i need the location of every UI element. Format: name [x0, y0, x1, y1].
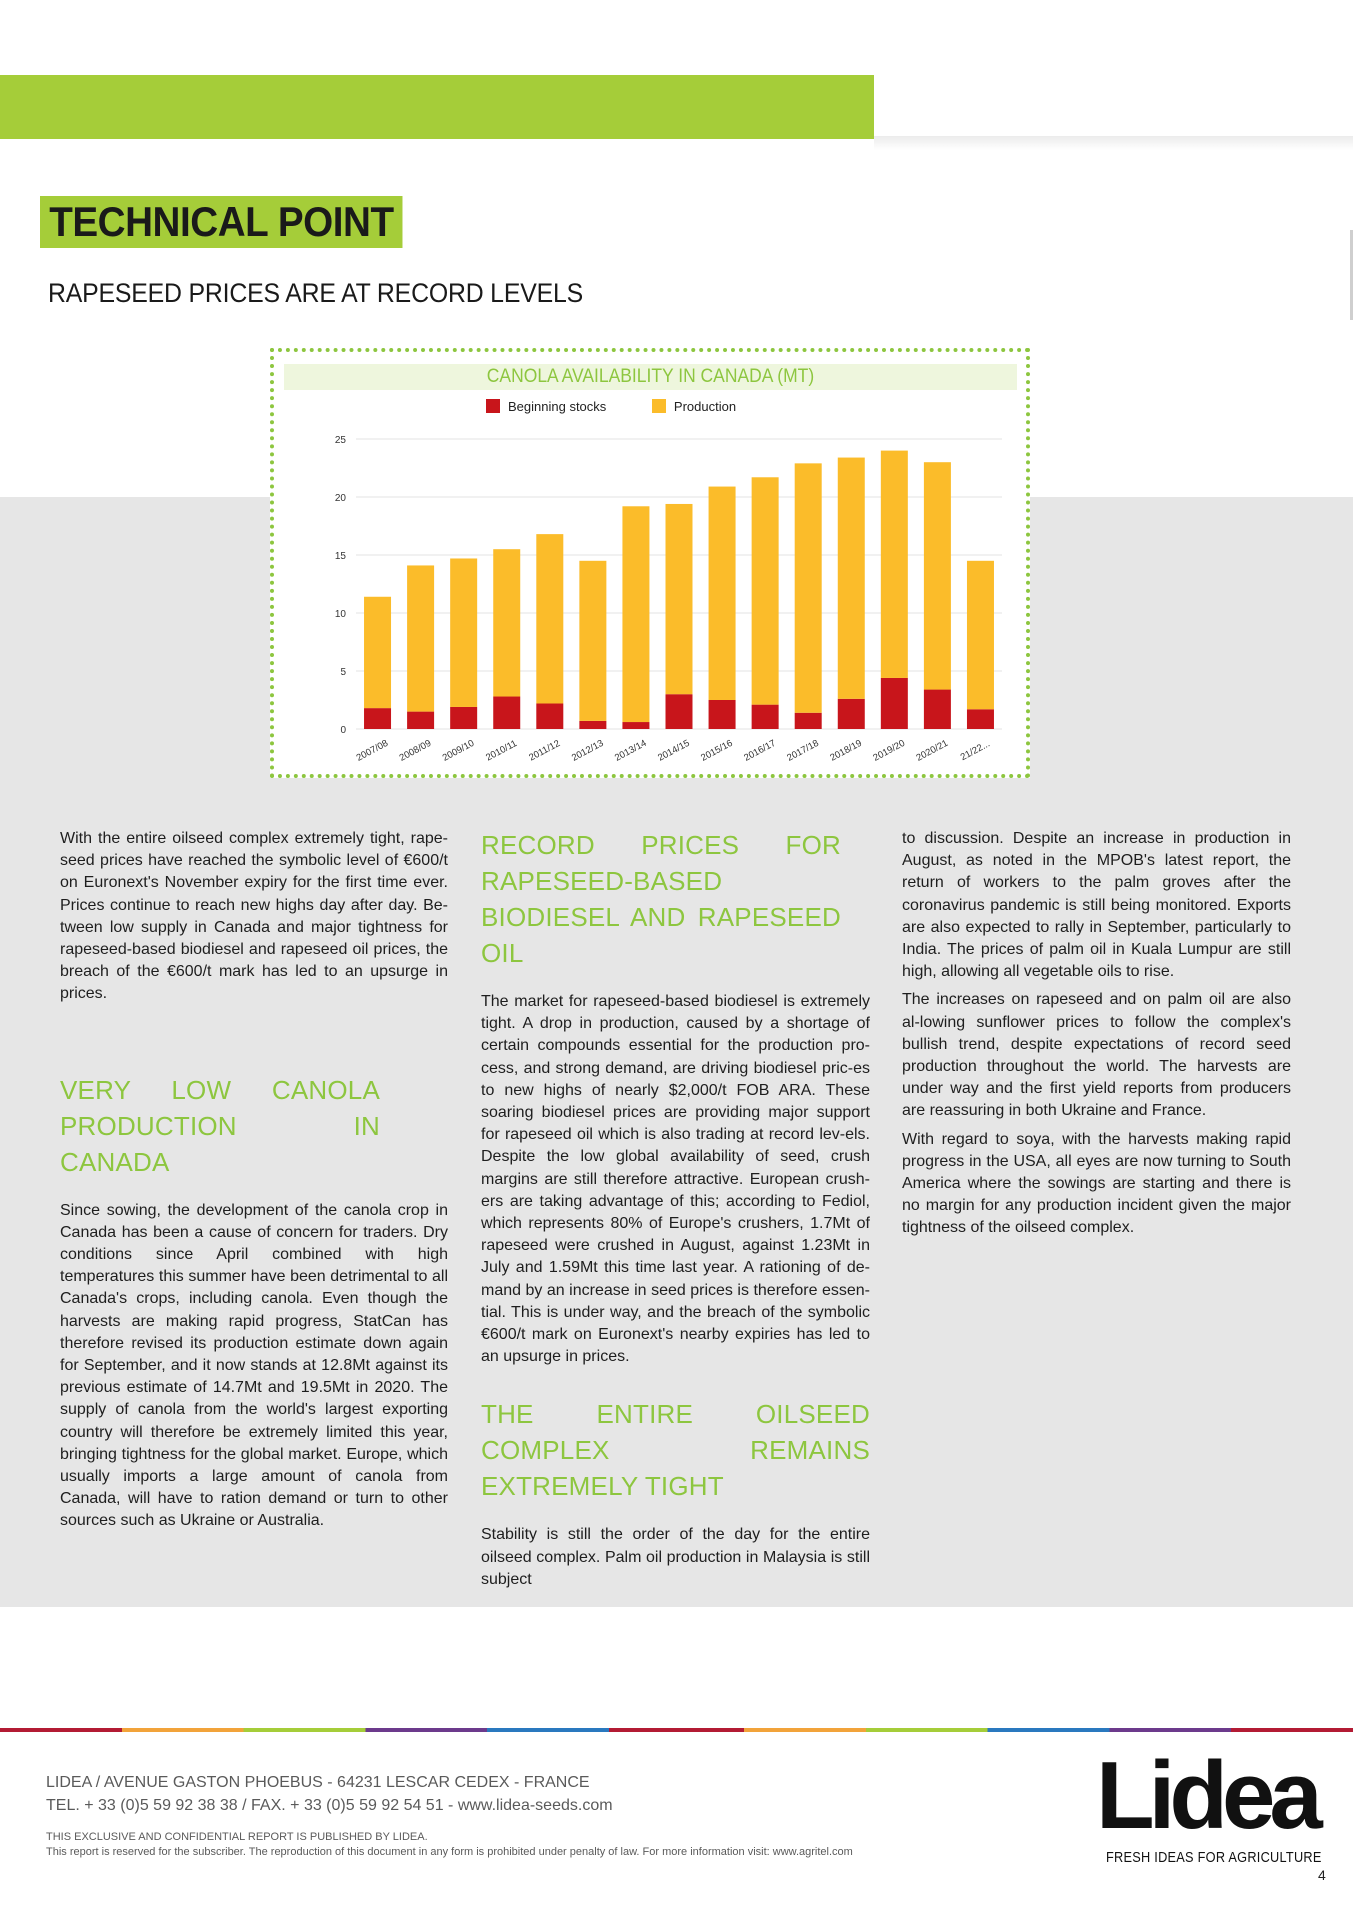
- page-number: 4: [1318, 1867, 1326, 1883]
- legal-line: This report is reserved for the subscriber. The reproduction of this document in any form is prohibited under penalty of law. For more information visit: www.agritel.com: [46, 1846, 853, 1858]
- bar-production: [795, 463, 822, 712]
- bar-production: [364, 597, 391, 708]
- header-green-bar: [0, 75, 874, 139]
- bar-beginning-stocks: [450, 707, 477, 729]
- bar-beginning-stocks: [967, 709, 994, 729]
- bar-production: [450, 558, 477, 706]
- bar-beginning-stocks: [407, 712, 434, 729]
- y-tick-label: 5: [340, 667, 346, 678]
- x-tick-label: 2015/16: [699, 737, 735, 764]
- bar-beginning-stocks: [752, 705, 779, 729]
- section-heading: RECORD PRICES FOR RAPESEED-BASED BIODIESEL AND RAPESEED OIL: [481, 830, 841, 968]
- chart-frame: [270, 348, 1030, 778]
- x-tick-label: 2010/11: [484, 738, 519, 764]
- body-paragraph: The market for rapeseed-based biodiesel is extremely tight. A drop in production, caused by a shortage of certain compounds essential for the production pro-cess, and strong demand, are driving biodiesel pric-es to new highs of nearly $2,000/t FOB ARA. These soaring biodiesel prices are providing major support for rapeseed oil which is also trading at record lev-els. Despite the low global availability of seed, crush margins are still therefore attractive. European crush-ers are taking advantage of this; according to Fediol, which represents 80% of Europe's crushers, 1.7Mt of rapeseed were crushed in August, against 1.23Mt in July and 1.59Mt this time last year. A rationing of de-mand by an increase in seed prices is therefore essen-tial. This is under way, and the breach of the symbolic €600/t mark on Euronext's nearby expiries has led to an upsurge in prices.: [481, 993, 870, 1366]
- bar-beginning-stocks: [924, 690, 951, 729]
- header-shadow: [874, 136, 1353, 150]
- section-tag: TECHNICAL POINT: [40, 196, 403, 248]
- bar-production: [881, 451, 908, 678]
- contact-line: TEL. + 33 (0)5 59 92 38 38 / FAX. + 33 (0)5 59 92 54 51 - www.lidea-seeds.com: [46, 1797, 613, 1814]
- footer-address: [46, 1771, 613, 1817]
- y-tick-label: 20: [334, 493, 346, 504]
- footer-legal: [46, 1830, 853, 1860]
- bar-beginning-stocks: [622, 722, 649, 729]
- address-line: LIDEA / AVENUE GASTON PHOEBUS - 64231 LESCAR CEDEX - FRANCE: [46, 1774, 590, 1791]
- body-paragraph: With regard to soya, with the harvests making rapid progress in the USA, all eyes are now turning to South America where the sowings are starting and there is no margin for any production incident given the major tightness of the oilseed complex.: [902, 1130, 1291, 1237]
- bar-production: [536, 534, 563, 703]
- y-tick-label: 0: [340, 725, 346, 736]
- bar-production: [709, 487, 736, 700]
- bar-beginning-stocks: [364, 708, 391, 729]
- x-tick-label: 2011/12: [527, 738, 563, 764]
- logo-wordmark: Lidea: [1096, 1742, 1317, 1849]
- bar-production: [666, 504, 693, 694]
- bar-production: [579, 561, 606, 721]
- body-paragraph: to discussion. Despite an increase in production in August, as noted in the MPOB's latest report, the return of workers to the palm groves after the coronavirus pandemic is still being monitored. Exports are also expected to rally in September, particularly to India. The prices of palm oil in Kuala Lumpur are still high, allowing all vegetable oils to rise.: [902, 830, 1291, 981]
- x-tick-label: 2008/09: [397, 737, 434, 764]
- x-tick-label: 2018/19: [828, 737, 864, 764]
- x-tick-label: 2017/18: [785, 737, 821, 764]
- bar-beginning-stocks: [579, 721, 606, 729]
- section-heading: THE ENTIRE OILSEED COMPLEX REMAINS EXTREMELY TIGHT: [481, 1399, 870, 1502]
- body-paragraph: Since sowing, the development of the canola crop in Canada has been a cause of concern for traders. Dry conditions since April combined with high temperatures this summer have been detrimental to all Canada's crops, including canola. Even though the harvests are making rapid progress, StatCan has therefore revised its production estimate down again for September, and it now stands at 12.8Mt against its previous estimate of 14.7Mt and 19.5Mt in 2020. The supply of canola from the world's largest exporting country will therefore be extremely limited this year, bringing tightness for the global market. Europe, which usually imports a large amount of canola from Canada, will have to ration demand or turn to other sources such as Ukraine or Australia.: [60, 1201, 448, 1530]
- bar-production: [924, 462, 951, 689]
- bar-beginning-stocks: [536, 703, 563, 729]
- logo-tagline: FRESH IDEAS FOR AGRICULTURE: [1106, 1849, 1322, 1866]
- x-tick-label: 2013/14: [613, 737, 649, 764]
- legal-line: THIS EXCLUSIVE AND CONFIDENTIAL REPORT IS PUBLISHED BY LIDEA.: [46, 1831, 428, 1843]
- body-paragraph: Stability is still the order of the day for the entire oilseed complex. Palm oil production in Malaysia is still subject: [481, 1526, 870, 1588]
- bar-chart: [274, 352, 1026, 774]
- x-tick-label: 2020/21: [914, 737, 950, 764]
- bar-beginning-stocks: [709, 700, 736, 729]
- bar-beginning-stocks: [666, 694, 693, 729]
- footer-color-stripe: [0, 1728, 1353, 1732]
- x-tick-label: 2012/13: [569, 737, 606, 764]
- lidea-logo: [1096, 1742, 1317, 1849]
- x-tick-label: 2019/20: [871, 737, 907, 764]
- article-column-1: [60, 828, 448, 1539]
- x-tick-label: 21/22...: [958, 738, 992, 764]
- bar-production: [967, 561, 994, 709]
- x-tick-label: 2007/08: [354, 737, 391, 764]
- article-column-2: [481, 827, 870, 1597]
- y-tick-label: 10: [334, 609, 346, 620]
- x-tick-label: 2016/17: [742, 737, 778, 764]
- bar-beginning-stocks: [838, 699, 865, 729]
- y-tick-label: 15: [334, 551, 346, 562]
- y-tick-label: 25: [334, 435, 346, 446]
- bar-beginning-stocks: [795, 713, 822, 729]
- bar-production: [622, 506, 649, 722]
- bar-production: [407, 565, 434, 711]
- bar-beginning-stocks: [493, 697, 520, 729]
- page-title: RAPESEED PRICES ARE AT RECORD LEVELS: [48, 278, 583, 308]
- bar-production: [838, 458, 865, 699]
- legend-label: Beginning stocks: [508, 399, 607, 414]
- legend-label: Production: [673, 399, 737, 414]
- chart-title: CANOLA AVAILABILITY IN CANADA (MT): [486, 366, 815, 387]
- x-tick-label: 2014/15: [656, 737, 692, 764]
- bar-production: [493, 549, 520, 696]
- body-paragraph: The increases on rapeseed and on palm oil are also al-lowing sunflower prices to follow the complex's bullish trend, despite expectations of record seed production throughout the world. The harvests are under way and the first yield reports from producers are reassuring in both Ukraine and France.: [902, 991, 1291, 1120]
- x-tick-label: 2009/10: [440, 737, 477, 764]
- section-heading: VERY LOW CANOLA PRODUCTION IN CANADA: [60, 1074, 380, 1177]
- bar-production: [752, 477, 779, 704]
- intro-paragraph: With the entire oilseed complex extremely tight, rape-seed prices have reached the symbolic level of €600/t on Euronext's November expiry for the first time ever. Prices continue to reach new highs day after day. Be-tween low supply in Canada and major tightness for rapeseed-based biodiesel and rapeseed oil prices, the breach of the €600/t mark has led to an upsurge in prices.: [60, 830, 448, 1003]
- bar-beginning-stocks: [881, 678, 908, 729]
- article-column-3: [902, 828, 1291, 1246]
